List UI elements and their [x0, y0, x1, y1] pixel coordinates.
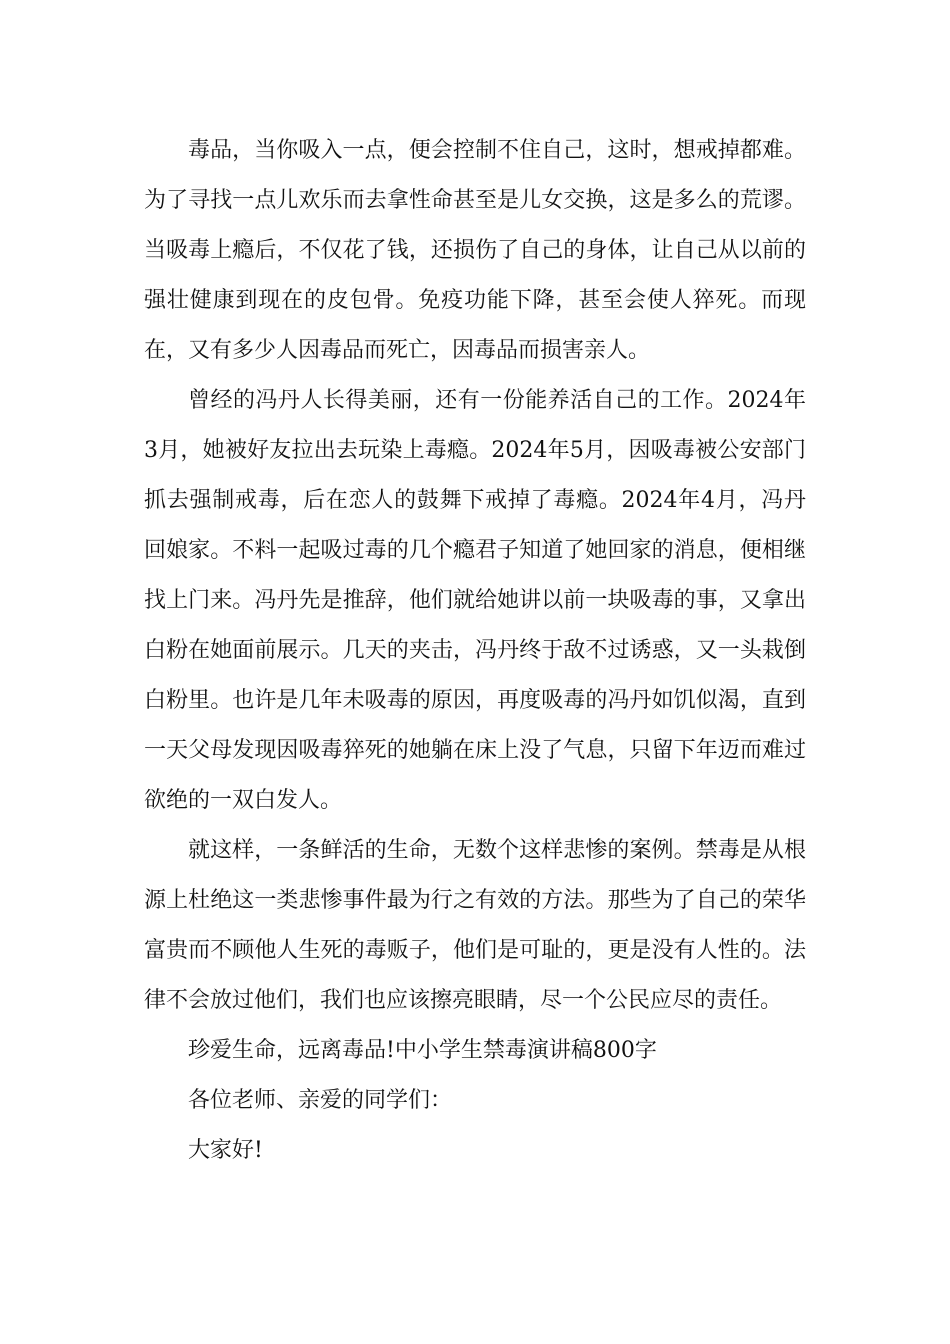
document-body	[144, 126, 806, 1176]
paragraph-drug-harm: 毒品，当你吸入一点，便会控制不住自己，这时，想戒掉都难。为了寻找一点儿欢乐而去拿性命甚至是儿女交换，这是多么的荒谬。当吸毒上瘾后，不仅花了钱，还损伤了自己的身体，让自己从以前的强壮健康到现在的皮包骨。免疫功能下降，甚至会使人猝死。而现在，又有多少人因毒品而死亡，因毒品而损害亲人。	[144, 138, 806, 363]
paragraph-feng-dan-story: 曾经的冯丹人长得美丽，还有一份能养活自己的工作。2024年3月，她被好友拉出去玩染上毒瘾。2024年5月，因吸毒被公安部门抓去强制戒毒，后在恋人的鼓舞下戒掉了毒瘾。2024年4月，冯丹回娘家。不料一起吸过毒的几个瘾君子知道了她回家的消息，便相继找上门来。冯丹先是推辞，他们就给她讲以前一块吸毒的事，又拿出白粉在她面前展示。几天的夹击，冯丹终于敌不过诱惑，又一头栽倒白粉里。也许是几年未吸毒的原因，再度吸毒的冯丹如饥似渴，直到一天父母发现因吸毒猝死的她躺在床上没了气息，只留下年迈而难过欲绝的一双白发人。	[144, 388, 806, 813]
greeting: 大家好!	[188, 1138, 263, 1163]
speech-title: 珍爱生命，远离毒品!中小学生禁毒演讲稿800字	[188, 1038, 657, 1063]
salutation: 各位老师、亲爱的同学们：	[188, 1088, 453, 1113]
paragraph-conclusion: 就这样，一条鲜活的生命，无数个这样悲惨的案例。禁毒是从根源上杜绝这一类悲惨事件最为行之有效的方法。那些为了自己的荣华富贵而不顾他人生死的毒贩子，他们是可耻的，更是没有人性的。法律不会放过他们，我们也应该擦亮眼睛，尽一个公民应尽的责任。	[144, 838, 806, 1013]
